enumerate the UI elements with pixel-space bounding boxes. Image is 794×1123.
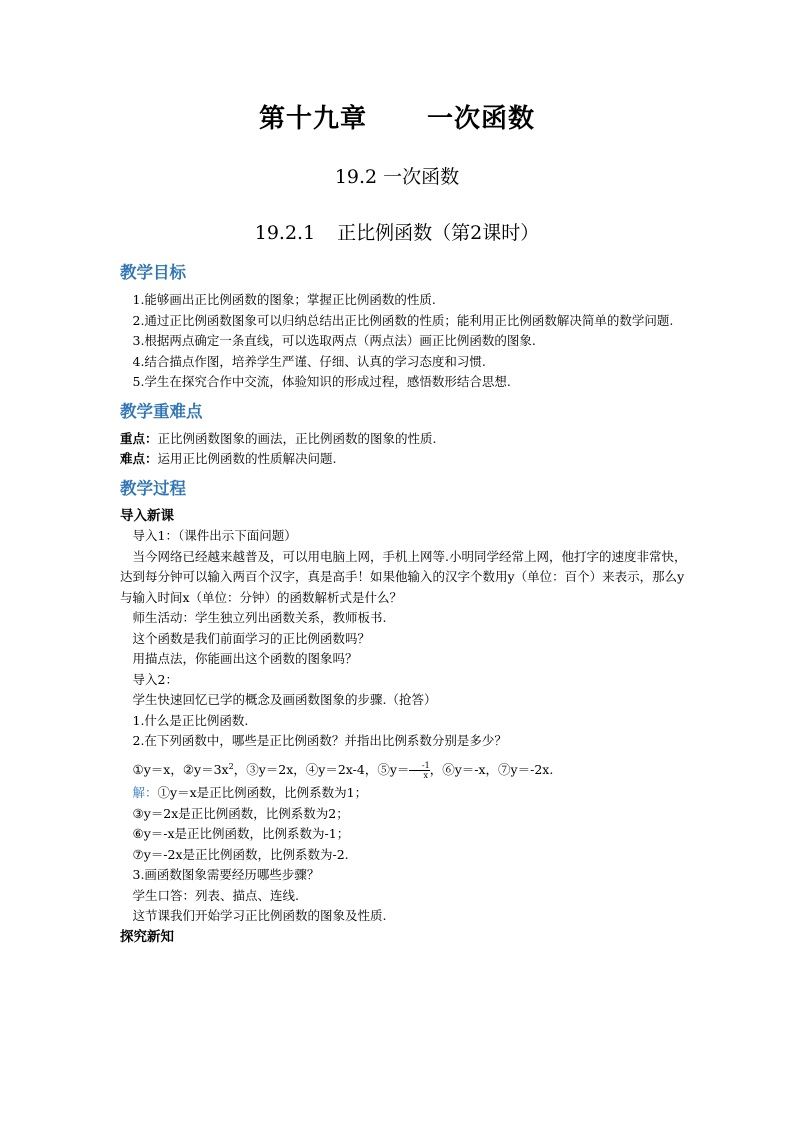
paragraph: 这节课我们开始学习正比例函数的图象及性质. [132,908,387,924]
answer-label: 解： [132,785,158,801]
chapter-name: 一次函数 [427,104,536,134]
subsection-number: 19.2.1 [254,222,316,244]
explore-heading: 探究新知 [120,928,174,945]
formula-1: ①y＝x， [132,761,183,777]
chapter-title [0,98,794,135]
goal-item: 5.学生在探究合作中交流，体验知识的形成过程，感悟数形结合思想. [132,374,511,389]
paragraph: 2.在下列函数中，哪些是正比例函数？并指出比例系数分别是多少？ [132,733,507,748]
formula-2: ②y＝3x [182,761,229,777]
content [120,258,688,947]
subsection-title [0,218,794,245]
formula-3: ③y＝2x， [246,761,306,777]
difficult-point [120,449,688,470]
formula-4: ④y＝2x-4， [305,761,378,777]
paragraph: 当今网络已经越来越普及，可以用电脑上网，手机上网等.小明同学经常上网，他打字的速度非常快，达到每分钟可以输入两百个汉字，真是高手！如果他输入的汉字个数用y（单位：百个）来表示，那么y与输入时间x（单位：分钟）的函数解析式是什么？ [120,548,687,605]
fraction-numerator: -1 [409,761,429,771]
goal-item: 2.通过正比例函数图象可以归纳总结出正比例函数的性质；能利用正比例函数解决简单的数学问题. [132,312,674,328]
key-text: 正比例函数图象的画法，正比例函数的图象的性质. [157,430,437,446]
formula-2-exponent: 2 [228,761,234,771]
goal-item: 3.根据两点确定一条直线，可以选取两点（两点法）画正比例函数的图象. [132,333,536,348]
answer-line [120,783,688,804]
formula-6: ⑥y＝-x， [442,761,499,777]
subsection-name: 正比例函数（第2课时） [337,222,540,244]
formula-5: ⑤y＝ [377,761,410,777]
goals-heading: 教学目标 [120,263,186,282]
chapter-number: 第十九章 [258,104,367,134]
paragraph: 用描点法，你能画出这个函数的图象吗？ [132,651,358,666]
section-title: 19.2 一次函数 [334,166,460,188]
difficult-label: 难点： [120,451,158,466]
formula-line [120,757,688,781]
answer-line: ⑦y＝-2x是正比例函数，比例系数为-2. [132,846,349,862]
paragraph: 导入1：（课件出示下面问题） [132,528,297,543]
goal-item: 1.能够画出正比例函数的图象；掌握正比例函数的性质. [132,292,436,307]
process-heading: 教学过程 [120,478,186,498]
paragraph: 3.画函数图象需要经历哪些步骤？ [132,867,320,883]
answer-line: ⑥y＝-x是正比例函数，比例系数为-1； [132,826,350,842]
key-label: 重点： [120,430,158,446]
formula-2-end: ， [233,761,247,777]
paragraph: 这个函数是我们前面学习的正比例函数吗？ [132,630,371,646]
intro-heading: 导入新课 [120,507,174,524]
paragraph: 学生口答：列表、描点、连线. [132,887,299,903]
goal-item: 4.结合描点作图，培养学生严谨、仔细、认真的学习态度和习惯. [132,353,486,369]
paragraph: 学生快速回忆已学的概念及画函数图象的步骤.（抢答） [132,692,437,707]
fraction-denominator: x [423,770,429,780]
paragraph: 导入2： [132,671,178,687]
keypoints-heading: 教学重难点 [120,401,203,421]
answer-line: ③y＝2x是正比例函数，比例系数为2； [132,805,349,821]
formula-5-end: ， [429,761,443,777]
paragraph: 1.什么是正比例函数. [132,712,249,728]
fraction [409,761,429,780]
formula-7: ⑦y＝-2x. [498,761,554,777]
paragraph: 师生活动：学生独立列出函数关系，教师板书. [132,610,387,625]
key-point [120,429,688,450]
answer-text: ①y＝x是正比例函数，比例系数为1； [157,785,368,801]
difficult-text: 运用正比例函数的性质解决问题. [157,451,337,466]
